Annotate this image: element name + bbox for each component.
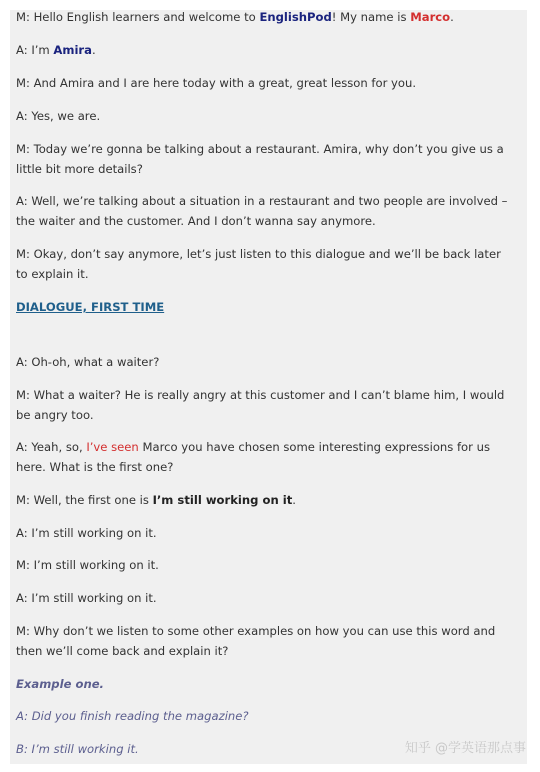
transcript-line: M: Well, the first one is I’m still working on it. — [16, 493, 296, 507]
transcript-line: M: Why don’t we listen to some other examples on how you can use this word and then we’ll come back and explain it? — [16, 624, 496, 658]
highlighted-phrase: I’ve seen — [86, 440, 139, 454]
transcript-line: M: Hello English learners and welcome to EnglishPod! My name is Marco. — [16, 10, 454, 24]
transcript-line: A: Yeah, so, I’ve seen Marco you have chosen some interesting expressions for us here. What is the first one? — [16, 440, 490, 474]
transcript-line: A: I’m Amira. — [16, 43, 96, 57]
podcast-name: EnglishPod — [259, 10, 332, 24]
transcript-line: M: Okay, don’t say anymore, let’s just listen to this dialogue and we’ll be back later to explain it. — [16, 247, 501, 281]
dialogue-heading-link[interactable]: DIALOGUE, FIRST TIME — [16, 300, 165, 314]
transcript-line: A: Oh-oh, what a waiter? — [16, 355, 160, 369]
key-expression: I’m still working on it — [152, 493, 293, 507]
speaker-name-marco: Marco — [410, 10, 451, 24]
transcript-line: A: I’m still working on it. — [16, 526, 157, 540]
transcript-line: A: Yes, we are. — [16, 109, 101, 123]
transcript-line: M: Today we’re gonna be talking about a restaurant. Amira, why don’t you give us a little bit more details? — [16, 142, 504, 176]
speaker-name-amira: Amira — [53, 43, 92, 57]
example-title: Example one. — [16, 677, 104, 691]
transcript-line: M: And Amira and I are here today with a great, great lesson for you. — [16, 76, 417, 90]
transcript-line: M: I’m still working on it. — [16, 558, 159, 572]
watermark: 知乎 @学英语那点事 — [404, 741, 526, 756]
example-line: A: Did you finish reading the magazine? — [16, 709, 249, 723]
transcript-line: M: What a waiter? He is really angry at this customer and I can’t blame him, I would be angry too. — [16, 388, 505, 422]
transcript-line: A: I’m still working on it. — [16, 591, 157, 605]
example-line: B: I’m still working it. — [16, 742, 139, 756]
transcript-line: A: Well, we’re talking about a situation in a restaurant and two people are involved – the waiter and the customer. And I don’t wanna say anymore. — [16, 194, 508, 228]
